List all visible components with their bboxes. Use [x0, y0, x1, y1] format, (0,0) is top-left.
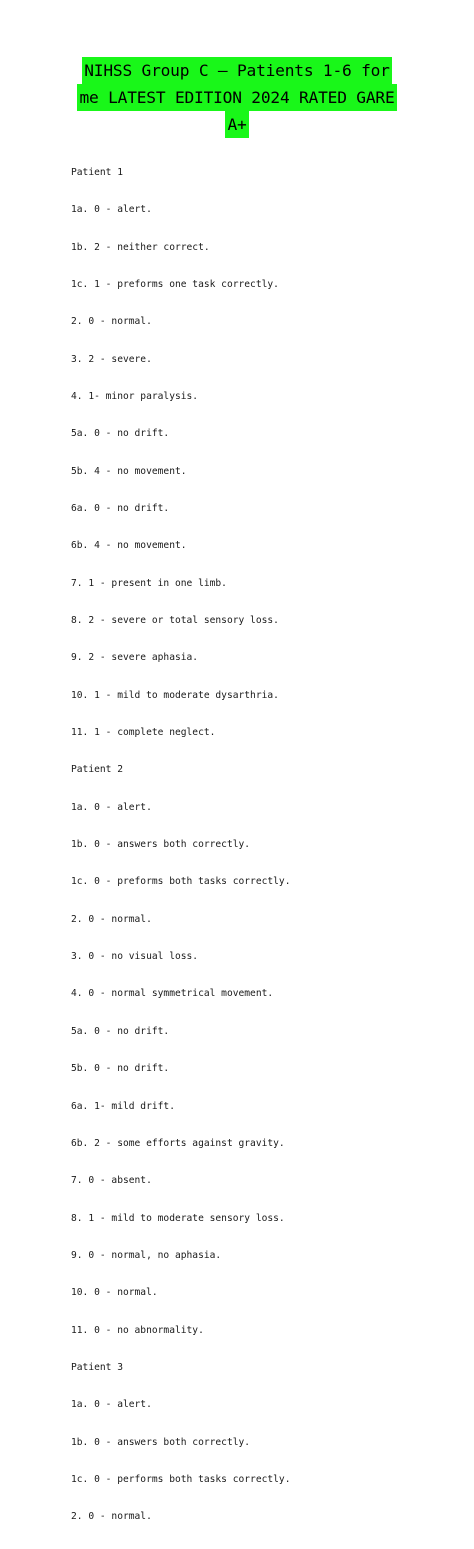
section-heading-patient-1: Patient 1	[71, 166, 123, 178]
text-line: 1b. 2 - neither correct.	[71, 241, 210, 253]
text-line: 4. 0 - normal symmetrical movement.	[71, 988, 274, 1000]
text-line: 1c. 1 - preforms one task correctly.	[71, 278, 279, 290]
text-line: 10. 1 - mild to moderate dysarthria.	[71, 689, 279, 701]
document-title	[60, 57, 414, 138]
text-line: 11. 0 - no abnormality.	[71, 1324, 204, 1336]
text-line: 6a. 0 - no drift.	[71, 503, 170, 514]
text-line: 2. 0 - normal.	[71, 913, 152, 925]
text-line: 5a. 0 - no drift.	[71, 1025, 170, 1037]
text-line: 5a. 0 - no drift.	[71, 428, 170, 440]
title-line-2: me LATEST EDITION 2024 RATED GARE	[77, 84, 396, 111]
text-line: 6a. 1- mild drift.	[71, 1100, 175, 1112]
text-line: 10. 0 - normal.	[71, 1287, 158, 1299]
section-heading-patient-3: Patient 3	[71, 1361, 123, 1373]
text-line: 8. 1 - mild to moderate sensory loss.	[71, 1212, 285, 1224]
text-line: 6b. 4 - no movement.	[71, 540, 187, 552]
text-line: 1c. 0 - performs both tasks correctly.	[71, 1473, 291, 1485]
text-line: 1c. 0 - preforms both tasks correctly.	[71, 876, 291, 888]
document-body	[71, 142, 451, 1549]
text-line: 3. 0 - no visual loss.	[71, 951, 199, 963]
text-line: 5b. 4 - no movement.	[71, 465, 187, 477]
text-line: 7. 1 - present in one limb.	[71, 577, 227, 589]
text-line: 5b. 0 - no drift.	[71, 1063, 170, 1075]
text-line: 1a. 0 - alert.	[71, 1399, 152, 1411]
title-line-1: NIHSS Group C – Patients 1-6 for	[82, 57, 391, 84]
text-line: 2. 0 - normal.	[71, 316, 152, 328]
text-line: 2. 0 - normal.	[71, 1511, 152, 1523]
text-line: 3. 2 - severe.	[71, 353, 152, 365]
text-line: 9. 0 - normal, no aphasia.	[71, 1249, 222, 1261]
text-line: 1a. 0 - alert.	[71, 204, 152, 216]
text-line: 1b. 0 - answers both correctly.	[71, 1436, 251, 1448]
text-line: 1b. 0 - answers both correctly.	[71, 839, 251, 851]
text-line: 9. 2 - severe aphasia.	[71, 652, 199, 664]
text-line: 7. 0 - absent.	[71, 1175, 152, 1187]
title-line-3: A+	[225, 111, 248, 138]
text-line: 6b. 2 - some efforts against gravity.	[71, 1137, 285, 1149]
text-line: 11. 1 - complete neglect.	[71, 727, 216, 739]
section-heading-patient-2: Patient 2	[71, 764, 123, 776]
text-line: 4. 1- minor paralysis.	[71, 390, 199, 402]
text-line: 1a. 0 - alert.	[71, 801, 152, 813]
text-line: 8. 2 - severe or total sensory loss.	[71, 615, 279, 627]
